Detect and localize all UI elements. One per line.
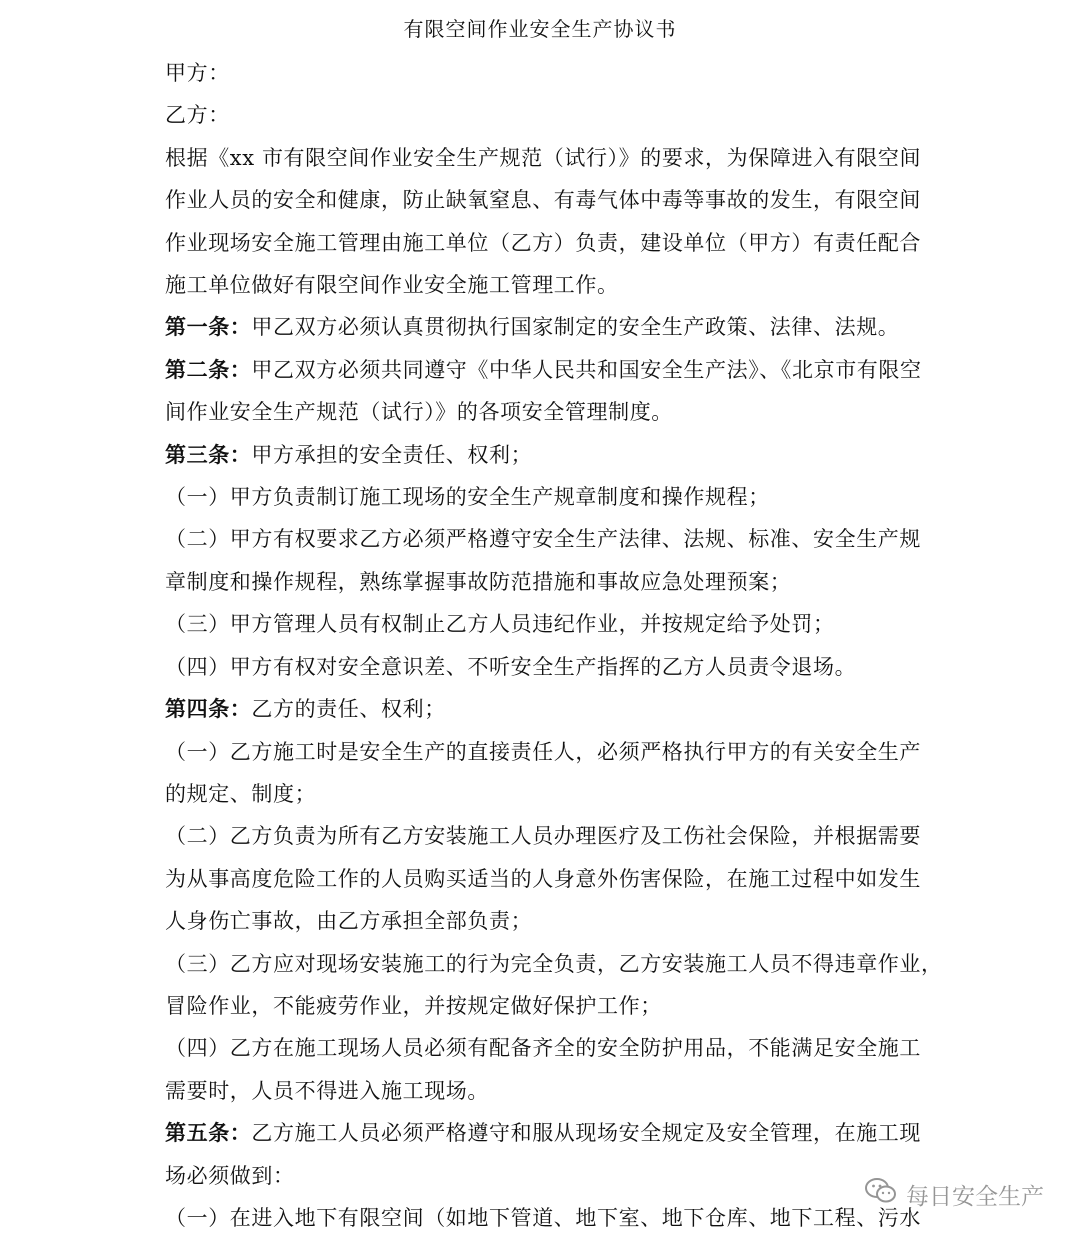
line-text: 甲方： [165, 61, 230, 85]
document-line [165, 646, 917, 688]
watermark [864, 1176, 1044, 1212]
line-text: 人身伤亡事故，由乙方承担全部负责； [165, 909, 533, 934]
line-text: （一）乙方施工时是安全生产的直接责任人，必须严格执行甲方的有关安全生产 [165, 739, 921, 764]
article-label: 第五条： [165, 1120, 252, 1146]
document-line [165, 306, 917, 348]
line-text: （四）乙方在施工现场人员必须有配备齐全的安全防护用品，不能满足安全施工 [165, 1036, 921, 1061]
line-text: 间作业安全生产规范（试行）》的各项安全管理制度。 [165, 400, 673, 425]
document-line [165, 476, 917, 518]
article-label: 第三条： [165, 441, 252, 467]
line-text: （二）甲方有权要求乙方必须严格遵守安全生产法律、法规、标准、安全生产规 [165, 527, 921, 552]
line-text: 需要时，人员不得进入施工现场。 [165, 1078, 489, 1103]
document-line [165, 858, 921, 900]
line-text: 甲乙双方必须认真贯彻执行国家制定的安全生产政策、法律、法规。 [251, 315, 900, 340]
document-line [165, 52, 917, 94]
line-text: （三）乙方应对现场安装施工的行为完全负责，乙方安装施工人员不得违章作业， [165, 951, 943, 976]
document-line [165, 1027, 921, 1069]
line-text: 甲乙双方必须共同遵守《中华人民共和国安全生产法》、《北京市有限空 [251, 357, 922, 382]
document-line [165, 518, 921, 560]
line-text: 冒险作业，不能疲劳作业，并按规定做好保护工作； [165, 993, 662, 1018]
document-line [165, 434, 917, 476]
document-line [165, 815, 921, 857]
line-text: （一）甲方负责制订施工现场的安全生产规章制度和操作规程； [165, 485, 770, 510]
document-line [165, 688, 917, 730]
line-text: 施工单位做好有限空间作业安全施工管理工作。 [165, 273, 619, 298]
document-line [165, 1197, 921, 1239]
document-body [165, 52, 943, 1239]
wechat-icon [864, 1176, 898, 1212]
document-line [165, 1155, 917, 1197]
document-line [165, 943, 943, 985]
line-text: 甲方承担的安全责任、权利； [251, 442, 533, 467]
line-text: （三）甲方管理人员有权制止乙方人员违纪作业，并按规定给予处罚； [165, 612, 835, 637]
document-line [165, 94, 917, 136]
document-line [165, 603, 917, 645]
document-line [165, 985, 917, 1027]
document-line [165, 179, 921, 221]
line-text: （四）甲方有权对安全意识差、不听安全生产指挥的乙方人员责令退场。 [165, 654, 857, 679]
line-text: 场必须做到： [165, 1163, 295, 1188]
line-text: 乙方施工人员必须严格遵守和服从现场安全规定及安全管理，在施工现 [251, 1121, 922, 1146]
document-line [165, 900, 917, 942]
line-text: 章制度和操作规程，熟练掌握事故防范措施和事故应急处理预案； [165, 569, 792, 594]
document-line [165, 349, 922, 391]
document-line [165, 137, 922, 179]
watermark-text: 每日安全生产 [906, 1183, 1044, 1210]
article-label: 第四条： [165, 696, 252, 722]
line-text: 根据《xx 市有限空间作业安全生产规范（试行）》的要求，为保障进入有限空间 [165, 145, 922, 170]
line-text: 为从事高度危险工作的人员购买适当的人身意外伤害保险，在施工过程中如发生 [165, 866, 921, 891]
article-label: 第一条： [165, 314, 252, 340]
document-line [165, 561, 917, 603]
line-text: 作业人员的安全和健康，防止缺氧窒息、有毒气体中毒等事故的发生，有限空间 [165, 188, 921, 213]
line-text: 乙方的责任、权利； [251, 697, 446, 722]
line-text: （二）乙方负责为所有乙方安装施工人员办理医疗及工伤社会保险，并根据需要 [165, 824, 921, 849]
document-line [165, 773, 917, 815]
document-line [165, 264, 917, 306]
article-label: 第二条： [165, 356, 252, 382]
line-text: （一）在进入地下有限空间（如地下管道、地下室、地下仓库、地下工程、污水 [165, 1205, 921, 1230]
document-line [165, 391, 917, 433]
document-line [165, 1112, 922, 1154]
document-title: 有限空间作业安全生产协议书 [403, 17, 677, 41]
document-line [165, 731, 921, 773]
document-line [165, 222, 921, 264]
line-text: 的规定、制度； [165, 781, 317, 806]
line-text: 乙方： [165, 103, 230, 128]
document-line [165, 1070, 917, 1112]
line-text: 作业现场安全施工管理由施工单位（乙方）负责，建设单位（甲方）有责任配合 [165, 230, 921, 255]
